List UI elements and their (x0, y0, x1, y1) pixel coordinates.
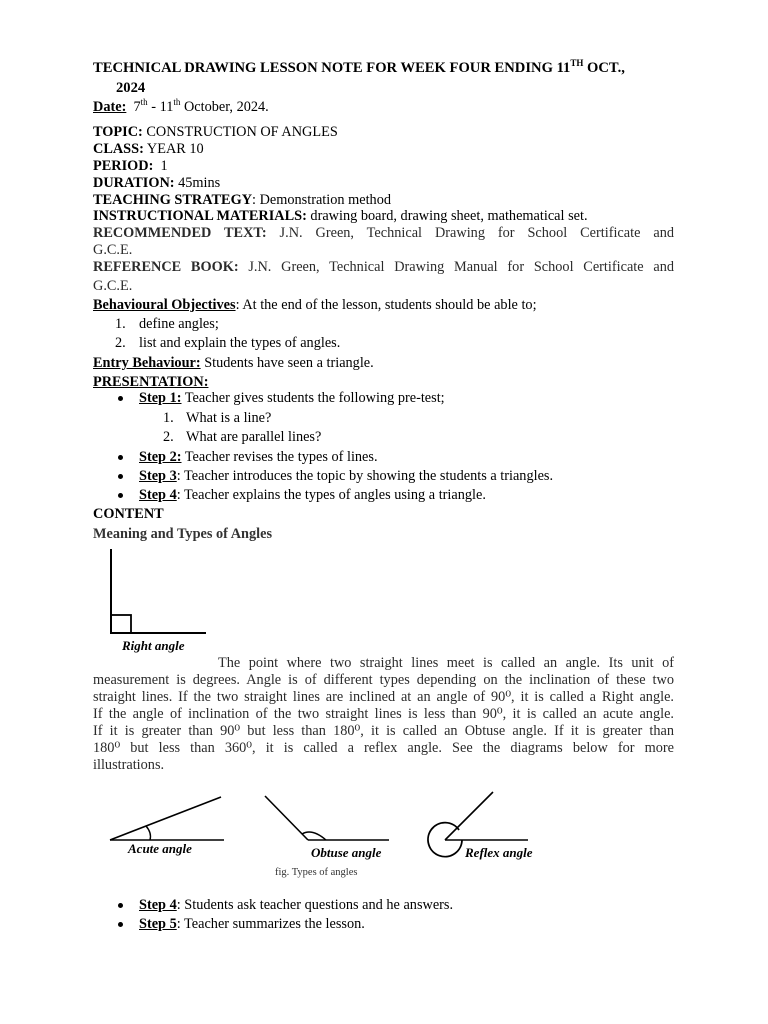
step2-line (139, 449, 378, 466)
date-start: 7 (133, 99, 141, 115)
class-value: YEAR 10 (143, 141, 204, 157)
reference-label: REFERENCE BOOK: (93, 259, 239, 275)
objectives-intro: : At the end of the lesson, students should be able to; (235, 297, 537, 313)
bullet-icon (118, 455, 123, 460)
date-separator: - 11 (147, 99, 174, 115)
reference-value-cont: G.C.E. (93, 278, 133, 294)
reference-value: J.N. Green, Technical Drawing Manual for School Certificate and (238, 259, 674, 275)
period-value: 1 (153, 158, 168, 174)
step-text: : Teacher explains the types of angles using a triangle. (176, 487, 486, 503)
document-title-year: 2024 (116, 80, 146, 96)
topic-value: CONSTRUCTION OF ANGLES (142, 124, 338, 140)
recommended-label: RECOMMENDED TEXT: (93, 225, 267, 241)
right-angle-caption: Right angle (122, 638, 185, 653)
pretest-number: 1. (163, 410, 174, 426)
class-label: CLASS: (93, 141, 144, 157)
content-heading-text: CONTENT (93, 506, 164, 522)
step-text: : Teacher summarizes the lesson. (176, 916, 365, 932)
step-text: : Students ask teacher questions and he answers. (176, 897, 454, 913)
bullet-icon (118, 493, 123, 498)
step-label: Step 5 (139, 916, 177, 932)
entry-behaviour-label: Entry Behaviour: (93, 355, 201, 371)
paragraph-line: If it is greater than 90⁰ but less than 180⁰, it is called an Obtuse angle. If it is greater than (93, 723, 674, 739)
period-label: PERIOD: (93, 158, 154, 174)
paragraph-line: The point where two straight lines meet is called an angle. Its unit of (218, 655, 674, 671)
paragraph-line: If the angle of inclination of the two straight lines is less than 90⁰, it is called an acute angle. (93, 706, 674, 722)
duration-line (93, 175, 220, 192)
paragraph-line: straight lines. If the two straight lines are inclined at an angle of 90⁰, it is called a Right angle. (93, 689, 674, 705)
reflex-angle-caption: Reflex angle (465, 845, 533, 860)
step-text: Teacher gives students the following pre-test; (181, 390, 445, 406)
paragraph-line: illustrations. (93, 757, 165, 773)
bullet-icon (118, 396, 123, 401)
bullet-icon (118, 474, 123, 479)
pretest-number: 2. (163, 429, 174, 445)
date-label: Date: (93, 99, 127, 115)
duration-label: DURATION: (93, 175, 175, 191)
date-end: October, 2024. (180, 99, 269, 115)
obtuse-angle-caption: Obtuse angle (311, 845, 382, 860)
figure-caption: fig. Types of angles (275, 867, 358, 878)
bullet-icon (118, 903, 123, 908)
topic-line (93, 124, 338, 141)
presentation-heading-text: PRESENTATION: (93, 374, 209, 390)
topic-label: TOPIC: (93, 124, 143, 140)
objectives-line (93, 297, 537, 314)
class-line (93, 141, 204, 158)
pretest-question: What is a line? (186, 410, 272, 426)
title-superscript: TH (570, 58, 584, 68)
recommended-value: J.N. Green, Technical Drawing for School Certificate and (266, 225, 674, 241)
entry-behaviour-text: Students have seen a triangle. (200, 355, 374, 371)
materials-line (93, 208, 588, 225)
step3-line (139, 468, 553, 485)
title-text: TECHNICAL DRAWING LESSON NOTE FOR WEEK FOUR ENDING 11 (93, 60, 571, 76)
objective-number: 1. (115, 316, 126, 332)
objectives-label: Behavioural Objectives (93, 297, 236, 313)
pretest-question: What are parallel lines? (186, 429, 322, 445)
step-label: Step 2: (139, 449, 182, 465)
closing-step4-line (139, 897, 453, 914)
step1-line (139, 390, 445, 407)
closing-step5-line (139, 916, 365, 933)
step-label: Step 1: (139, 390, 182, 406)
paragraph-line: 180⁰ but less than 360⁰, it is called a reflex angle. See the diagrams below for more (93, 740, 674, 756)
duration-value: 45mins (174, 175, 221, 191)
step-text: Teacher revises the types of lines. (181, 449, 378, 465)
step-label: Step 4 (139, 487, 177, 503)
bullet-icon (118, 922, 123, 927)
date-line (93, 99, 269, 116)
strategy-label: TEACHING STRATEGY (93, 192, 253, 208)
recommended-value-cont: G.C.E. (93, 242, 133, 258)
content-subheading (93, 526, 272, 543)
content-subheading-text: Meaning and Types of Angles (93, 526, 273, 542)
strategy-value: : Demonstration method (252, 192, 392, 208)
recommended-text-block (93, 225, 674, 259)
angles-paragraph (93, 655, 674, 774)
presentation-heading (93, 374, 208, 391)
objective-item: list and explain the types of angles. (139, 335, 341, 351)
materials-value: drawing board, drawing sheet, mathematical set. (306, 208, 588, 224)
date-start-suffix: th (140, 97, 148, 107)
step-text: : Teacher introduces the topic by showing the students a triangles. (176, 468, 554, 484)
step-label: Step 4 (139, 897, 177, 913)
reference-book-block (93, 259, 674, 295)
document-title (93, 60, 625, 77)
acute-angle-caption: Acute angle (128, 841, 192, 856)
objective-number: 2. (115, 335, 126, 351)
step-label: Step 3 (139, 468, 177, 484)
materials-label: INSTRUCTIONAL MATERIALS: (93, 208, 307, 224)
strategy-line (93, 192, 391, 209)
title-text-end: OCT., (583, 60, 625, 76)
paragraph-line: measurement is degrees. Angle is of different types depending on the inclination of these two (93, 672, 674, 688)
entry-behaviour-line (93, 355, 374, 372)
date-end-suffix: th (173, 97, 181, 107)
objective-item: define angles; (139, 316, 219, 332)
content-heading (93, 506, 164, 523)
period-line (93, 158, 168, 175)
step4-line (139, 487, 486, 504)
